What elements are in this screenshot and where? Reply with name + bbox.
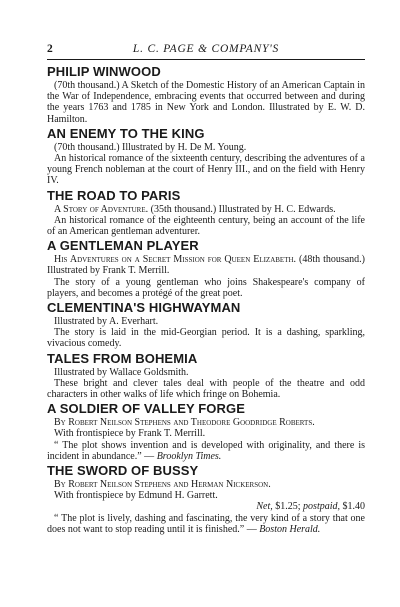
- book-description: (70th thousand.) A Sketch of the Domestic History of an American Captain in the War of Independence, embracing events that occurred between and during the years 1763 and 1785 in New York and London. Illustrated by E. W. D. Hamilton.: [47, 80, 365, 125]
- book-details: [47, 204, 365, 215]
- book-title: AN ENEMY TO THE KING: [47, 125, 205, 141]
- review-quote: [47, 440, 365, 462]
- price-net-value: $1.25;: [275, 501, 301, 513]
- book-description: An historical romance of the eighteenth century, being an account of the life of an American gentleman adventurer.: [47, 214, 365, 238]
- book-entry: [47, 402, 365, 462]
- book-edition: (48th thousand.) Illustrated by Frank T. Merrill.: [47, 254, 366, 277]
- quote-source: Brooklyn Times.: [156, 450, 222, 462]
- book-entry: [47, 239, 365, 299]
- book-title: A GENTLEMAN PLAYER: [47, 238, 199, 254]
- book-entry: [47, 464, 365, 535]
- quote-source: Boston Herald.: [259, 523, 321, 535]
- book-description: These bright and clever tales deal with people of the theatre and odd characters in other walks of life which fringe on Bohemia.: [47, 377, 365, 401]
- book-details: Illustrated by Wallace Goldsmith.: [54, 366, 189, 378]
- book-entry: [47, 65, 365, 125]
- page-number: 2: [47, 43, 53, 55]
- book-entry: [47, 352, 365, 401]
- book-edition: (35th thousand.) Illustrated by H. C. Edwards.: [150, 203, 336, 215]
- book-authors: By Robert Neilson Stephens and Herman Nickerson.: [54, 479, 271, 491]
- book-details: With frontispiece by Edmund H. Garrett.: [54, 490, 218, 502]
- book-description: An historical romance of the sixteenth century, describing the adventures of a young French nobleman at the court of Henry III., and on the field with Henry IV.: [47, 153, 365, 187]
- book-subtitle: A Story of Adventure.: [54, 203, 149, 215]
- price-postpaid-label: postpaid,: [303, 501, 340, 513]
- review-quote: [47, 513, 365, 535]
- book-details: With frontispiece by Frank T. Merrill.: [54, 428, 206, 440]
- page-header: [47, 42, 365, 56]
- book-description: The story of a young gentleman who joins Shakespeare's company of players, and becomes a protégé of the great poet.: [47, 276, 365, 299]
- entries-list: [47, 65, 365, 535]
- book-authors: By Robert Neilson Stephens and Theodore Goodridge Roberts.: [54, 417, 315, 429]
- quote-text: “ The plot shows invention and is developed with originality, and there is incident in abundance.” —: [47, 439, 365, 462]
- book-title: CLEMENTINA'S HIGHWAYMAN: [47, 300, 241, 316]
- price-net-label: Net,: [256, 501, 273, 513]
- book-details: (70th thousand.) Illustrated by H. De M. Young.: [54, 141, 247, 153]
- book-description: The story is laid in the mid-Georgian period. It is a dashing, sparkling, vivacious comedy.: [47, 327, 365, 350]
- book-entry: [47, 127, 365, 187]
- book-entry: [47, 301, 365, 350]
- book-details: [47, 254, 365, 276]
- book-entry: [47, 189, 365, 238]
- running-title: L. C. PAGE & COMPANY'S: [132, 43, 280, 55]
- book-title: THE ROAD TO PARIS: [47, 187, 181, 203]
- header-rule: [47, 59, 365, 60]
- book-title: TALES FROM BOHEMIA: [47, 350, 198, 366]
- book-title: THE SWORD OF BUSSY: [47, 463, 199, 479]
- book-title: A SOLDIER OF VALLEY FORGE: [47, 401, 245, 417]
- book-details: Illustrated by A. Everhart.: [54, 316, 159, 328]
- price-postpaid-value: $1.40: [342, 501, 365, 513]
- book-subtitle: His Adventures on a Secret Mission for Queen Elizabeth.: [54, 254, 297, 266]
- quote-text: “ The plot is lively, dashing and fascinating, the very kind of a story that one does not want to stop reading until it is finished.” —: [47, 512, 365, 535]
- book-price: [47, 501, 365, 512]
- book-title: PHILIP WINWOOD: [47, 64, 161, 79]
